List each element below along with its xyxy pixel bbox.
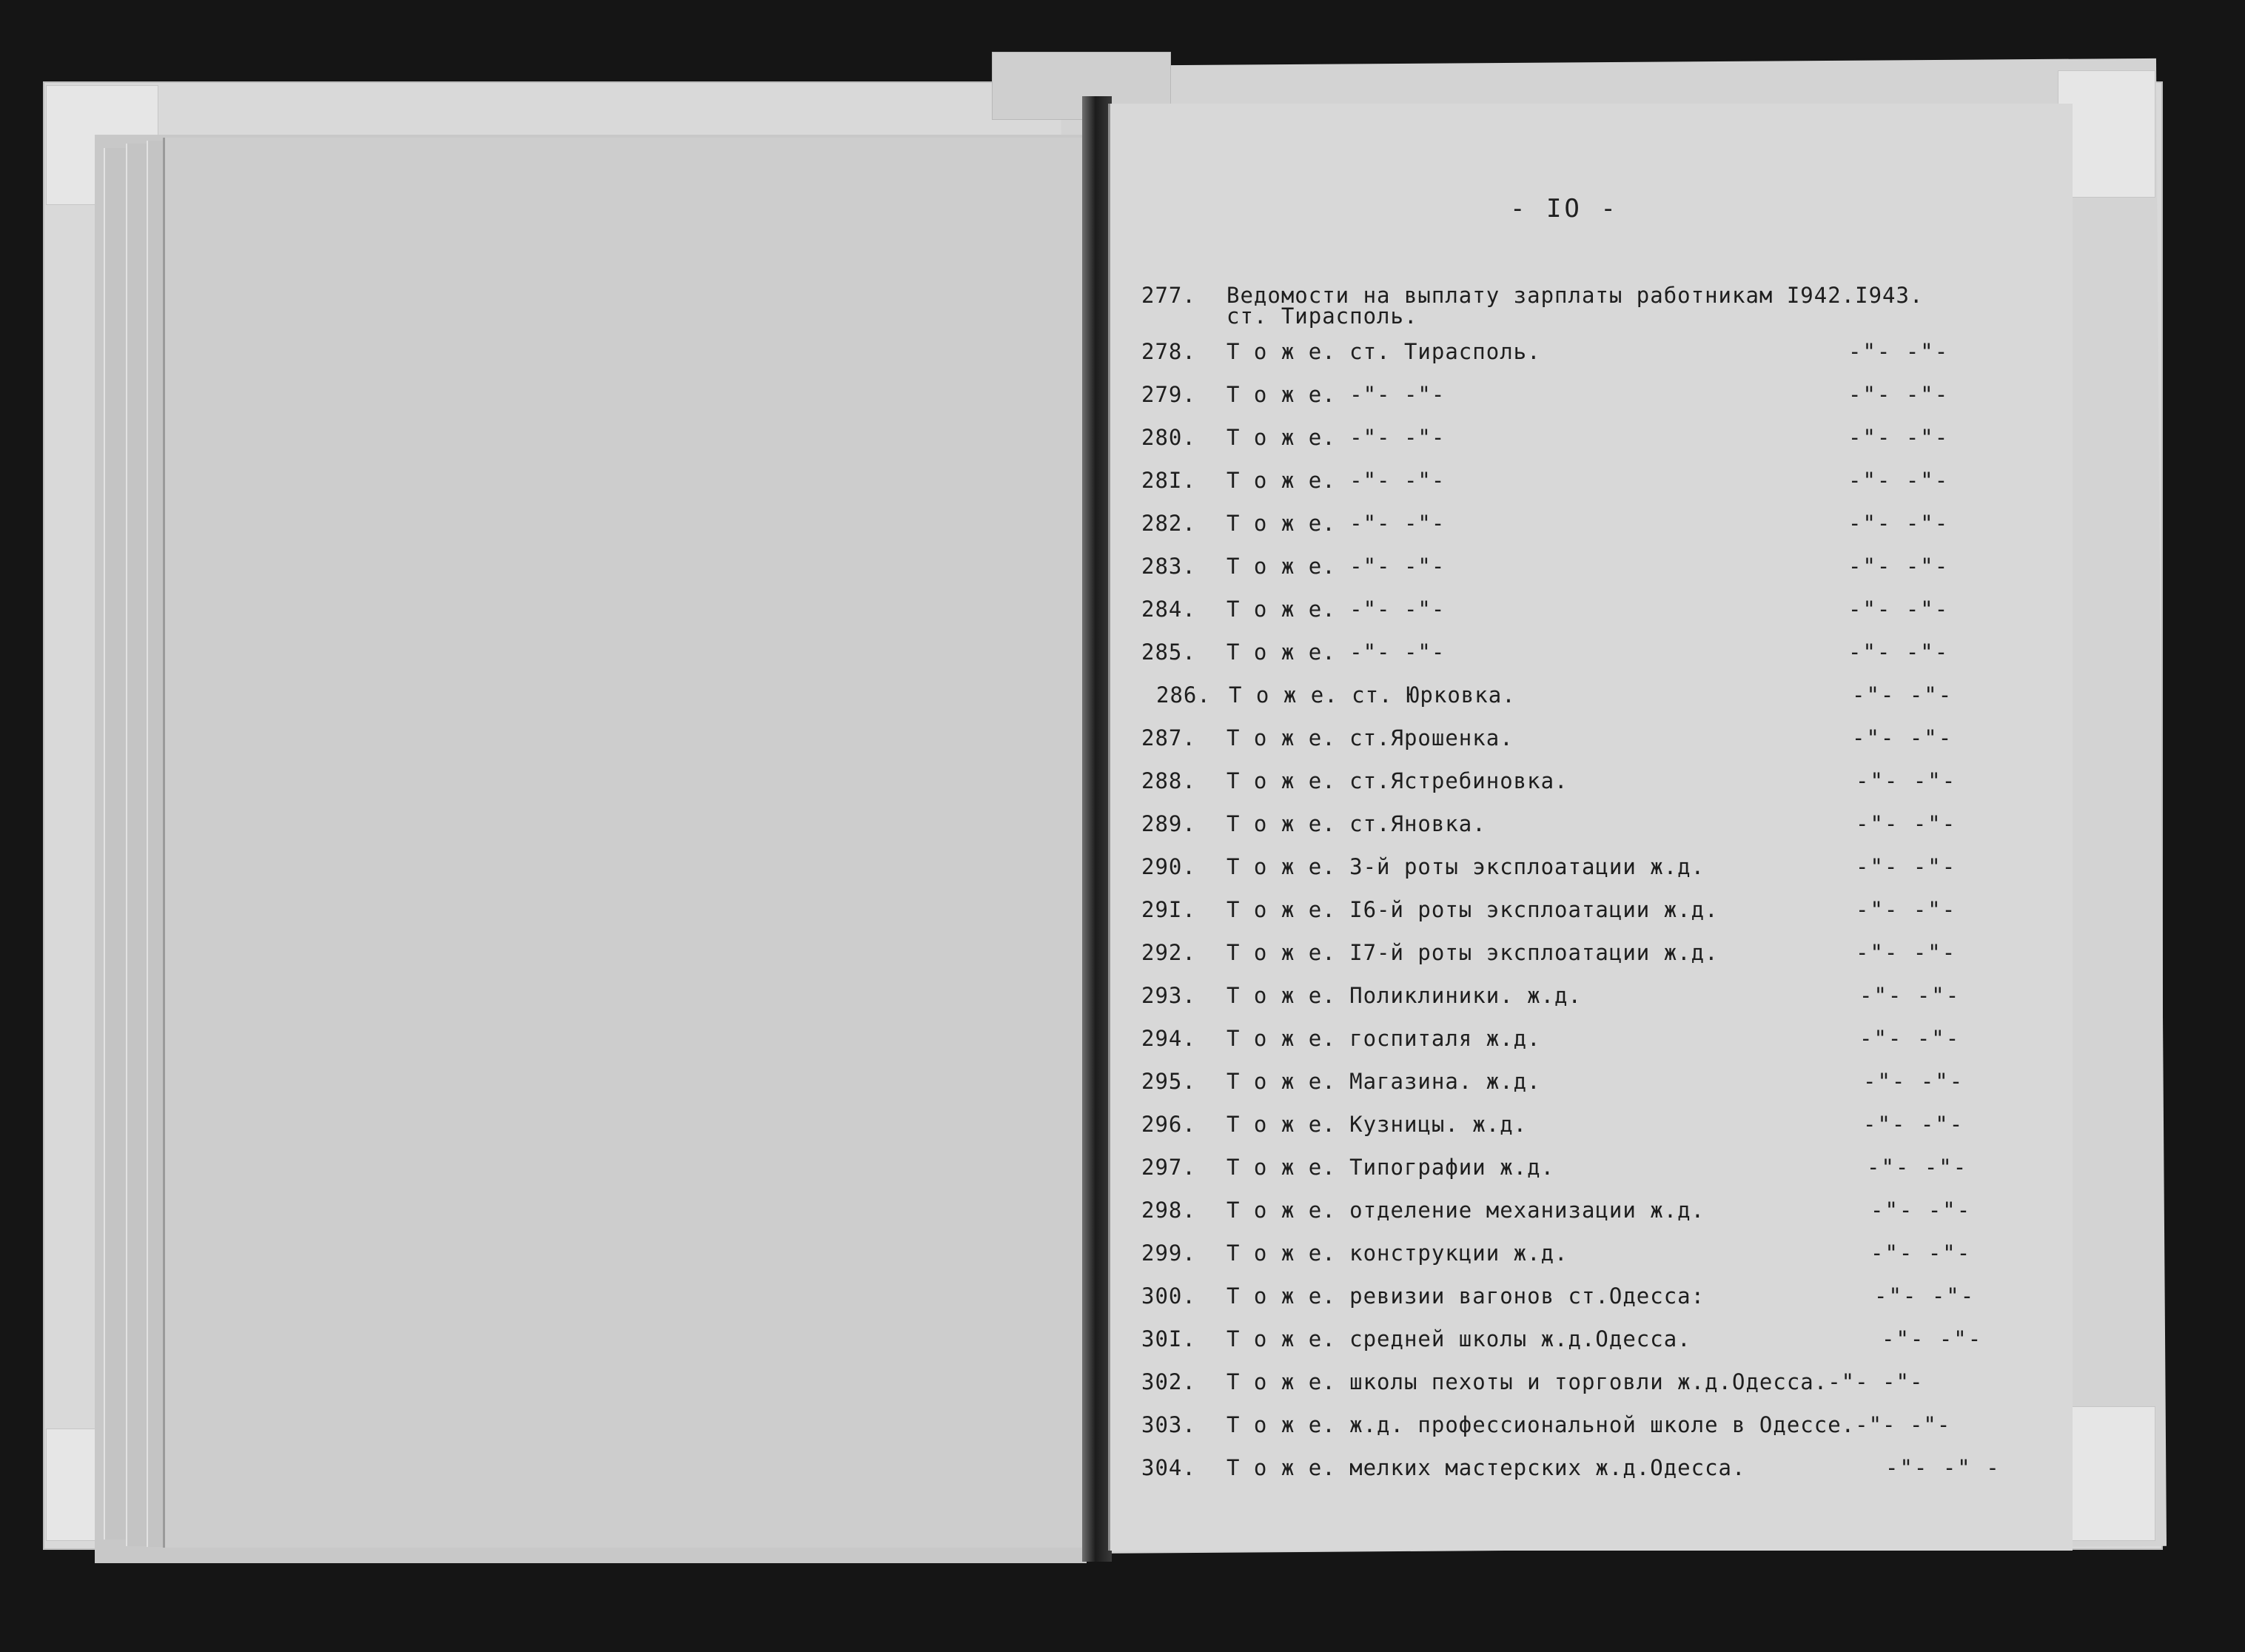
entry-number: 278. [1141, 339, 1196, 364]
ditto-mark: -"- -"- [1848, 554, 1950, 579]
ditto-mark: -"- -"- [1863, 1112, 1964, 1137]
entry-number: 30I. [1141, 1326, 1196, 1352]
ditto-mark: -"- -"- [1848, 511, 1950, 536]
entry-text: Т о ж е. Типографии ж.д. [1226, 1155, 1555, 1180]
ditto-mark: -"- -"- [1856, 854, 1957, 879]
ditto-mark: -"- -"- [1856, 940, 1957, 965]
entry-number: 303. [1141, 1412, 1196, 1437]
list-item [1141, 940, 2015, 974]
corner-tab-bottom-right [2065, 1406, 2155, 1541]
entry-text: Т о ж е. ст. Юрковка. [1229, 682, 1516, 708]
right-page [1110, 104, 2073, 1551]
entry-number: 298. [1141, 1198, 1196, 1223]
entry-text: Т о ж е. I6-й роты эксплоатации ж.д. [1226, 897, 1719, 922]
entry-number: 277. [1141, 283, 1196, 308]
entry-number: 300. [1141, 1283, 1196, 1309]
ditto-mark: -"- -"- [1856, 897, 1957, 922]
entry-number: 292. [1141, 940, 1196, 965]
entry-text: Т о ж е. отделение механизации ж.д. [1226, 1198, 1705, 1223]
entry-text-continued: ст. Тирасполь. [1226, 303, 1418, 329]
entry-text: Т о ж е. -"- -"- [1226, 425, 1446, 450]
entry-number: 288. [1141, 768, 1196, 793]
entry-text: Т о ж е. конструкции ж.д. [1226, 1240, 1568, 1266]
ditto-mark: -"- -"- [1848, 339, 1950, 364]
ditto-mark: -"- -"- [1848, 425, 1950, 450]
list-item [1141, 511, 2015, 545]
entry-number: 280. [1141, 425, 1196, 450]
list-item [1141, 768, 2015, 802]
entry-number: 287. [1141, 725, 1196, 751]
ditto-mark: -"- -"- [1870, 1240, 1972, 1266]
page-number: - IO - [1510, 194, 1619, 224]
list-item [1141, 597, 2015, 631]
list-item [1141, 554, 2015, 588]
entry-text: Т о ж е. школы пехоты и торговли ж.д.Одесса.-"- -"- [1226, 1369, 1924, 1394]
list-item [1141, 425, 2015, 459]
entry-number: 285. [1141, 639, 1196, 665]
entry-text: Т о ж е. 3-й роты эксплоатации ж.д. [1226, 854, 1705, 879]
entry-text: Т о ж е. средней школы ж.д.Одесса. [1226, 1326, 1691, 1352]
entry-number: 295. [1141, 1069, 1196, 1094]
list-item [1141, 1412, 2015, 1446]
entry-text: Т о ж е. Кузницы. ж.д. [1226, 1112, 1528, 1137]
list-item [1141, 1326, 2015, 1360]
ditto-mark: -"- -"- [1852, 725, 1953, 751]
left-page-blank [163, 138, 1087, 1548]
entry-text: Т о ж е. -"- -"- [1226, 468, 1446, 493]
entry-number: 283. [1141, 554, 1196, 579]
list-item [1156, 682, 2030, 716]
ditto-mark: -"- -"- [1870, 1198, 1972, 1223]
entry-text: Т о ж е. -"- -"- [1226, 554, 1446, 579]
list-item [1141, 1240, 2015, 1275]
list-item [1141, 1112, 2015, 1146]
entry-text: Т о ж е. -"- -"- [1226, 382, 1446, 407]
ditto-mark: -"- -"- [1856, 811, 1957, 836]
ditto-mark: -"- -"- [1848, 597, 1950, 622]
entry-number: 289. [1141, 811, 1196, 836]
entry-number: 294. [1141, 1026, 1196, 1051]
entry-number: 290. [1141, 854, 1196, 879]
entry-text: Т о ж е. Магазина. ж.д. [1226, 1069, 1541, 1094]
ditto-mark: -"- -"- [1859, 1026, 1961, 1051]
entry-number: 29I. [1141, 897, 1196, 922]
entry-text: Т о ж е. ж.д. профессиональной школе в Одессе.-"- -"- [1226, 1412, 1951, 1437]
ditto-mark: -"- -"- [1882, 1326, 1983, 1352]
entry-text: Т о ж е. ст.Ярошенка. [1226, 725, 1514, 751]
list-item [1141, 1455, 2015, 1489]
entry-text: Т о ж е. госпиталя ж.д. [1226, 1026, 1541, 1051]
list-item [1141, 283, 2015, 329]
entry-text: Т о ж е. -"- -"- [1226, 639, 1446, 665]
entry-text: Т о ж е. Поликлиники. ж.д. [1226, 983, 1582, 1008]
entry-number: 286. [1156, 682, 1211, 708]
list-item [1141, 1026, 2015, 1060]
ditto-mark: -"- -"- [1852, 682, 1953, 708]
entry-number: 302. [1141, 1369, 1196, 1394]
ditto-mark: -"- -"- [1874, 1283, 1976, 1309]
list-item [1141, 382, 2015, 416]
list-item [1141, 854, 2015, 888]
list-item [1141, 1155, 2015, 1189]
entry-text: Т о ж е. ст.Ястребиновка. [1226, 768, 1568, 793]
entry-number: 293. [1141, 983, 1196, 1008]
ditto-mark: -"- -"- [1848, 639, 1950, 665]
entry-number: 299. [1141, 1240, 1196, 1266]
list-item [1141, 897, 2015, 931]
entry-text: Т о ж е. ревизии вагонов ст.Одесса: [1226, 1283, 1705, 1309]
entry-number: 296. [1141, 1112, 1196, 1137]
entry-number: 297. [1141, 1155, 1196, 1180]
list-item [1141, 639, 2015, 674]
list-item [1141, 468, 2015, 502]
ditto-mark: -"- -"- [1848, 382, 1950, 407]
list-item [1141, 983, 2015, 1017]
book-spine [1082, 96, 1112, 1562]
entry-text: Т о ж е. ст. Тирасполь. [1226, 339, 1541, 364]
entry-number: 279. [1141, 382, 1196, 407]
ditto-mark: -"- -"- [1856, 768, 1957, 793]
list-item [1141, 1369, 2015, 1403]
list-item [1141, 725, 2015, 759]
ditto-mark: -"- -"- [1867, 1155, 1968, 1180]
ditto-mark: -"- -"- [1863, 1069, 1964, 1094]
ditto-mark: -"- -"- [1859, 983, 1961, 1008]
list-item [1141, 1198, 2015, 1232]
entry-number: 282. [1141, 511, 1196, 536]
entry-number: 304. [1141, 1455, 1196, 1480]
list-item [1141, 339, 2015, 373]
entry-text: Т о ж е. -"- -"- [1226, 511, 1446, 536]
ditto-mark: -"- -" - [1885, 1455, 2001, 1480]
entry-text: Т о ж е. мелких мастерских ж.д.Одесса. [1226, 1455, 1746, 1480]
list-item [1141, 1069, 2015, 1103]
entry-text: Т о ж е. -"- -"- [1226, 597, 1446, 622]
list-item [1141, 811, 2015, 845]
entry-number: 284. [1141, 597, 1196, 622]
list-item [1141, 1283, 2015, 1317]
entry-text: Т о ж е. I7-й роты эксплоатации ж.д. [1226, 940, 1719, 965]
ditto-mark: -"- -"- [1848, 468, 1950, 493]
entry-text: Т о ж е. ст.Яновка. [1226, 811, 1486, 836]
entry-text: Ведомости на выплату зарплаты работникам I942.I943. [1226, 283, 1924, 308]
entry-number: 28I. [1141, 468, 1196, 493]
